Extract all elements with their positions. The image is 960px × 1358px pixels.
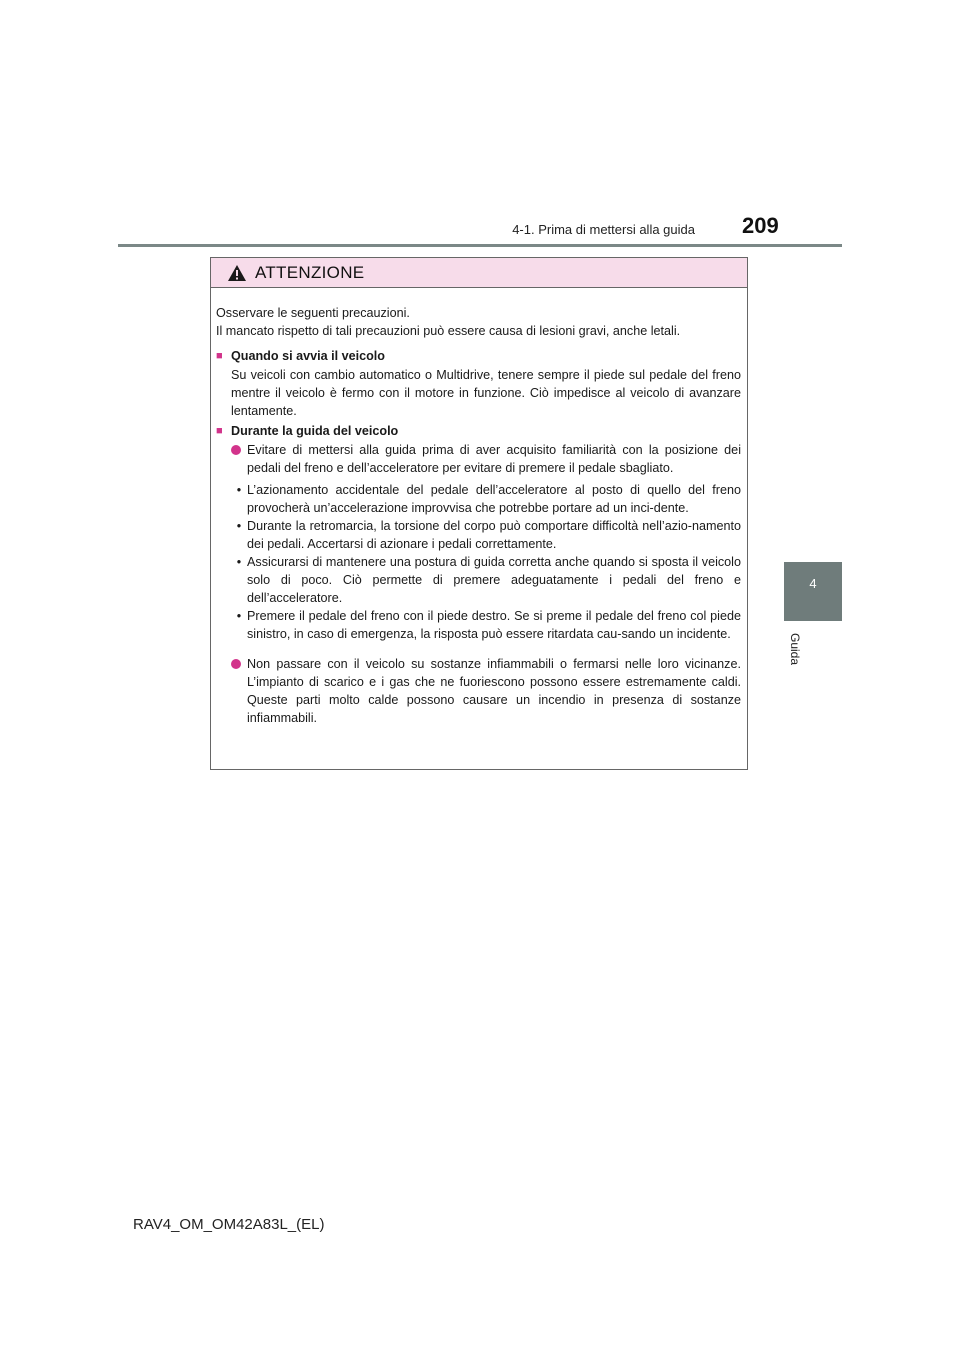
sub-bullet-list: [231, 481, 741, 643]
section-title-text: Durante la guida del veicolo: [231, 424, 399, 438]
section-title-text: Quando si avvia il veicolo: [231, 349, 385, 363]
sub-bullet-text: L’azionamento accidentale del pedale dell’acceleratore al posto di quello del freno provocherà un’accelerazione improvvisa che potrebbe portare ad un inci-dente.: [247, 483, 741, 515]
section-title: [216, 422, 741, 440]
list-item: [216, 441, 741, 649]
intro-line: Osservare le seguenti precauzioni.: [216, 306, 410, 320]
section-text: Su veicoli con cambio automatico o Multidrive, tenere sempre il piede sul pedale del freno mentre il veicolo è fermo con il motore in funzione. Ciò impedisce al veicolo di avanzare lentamente.: [231, 368, 741, 418]
list-item: [216, 655, 741, 727]
section-title: [216, 347, 741, 365]
sub-bullet-text: Durante la retromarcia, la torsione del corpo può comportare difficoltà nell’azio-namento dei pedali. Accertarsi di azionare i pedali correttamente.: [247, 519, 741, 551]
sub-bullet-text: Premere il pedale del freno con il piede destro. Se si preme il pedale del freno col piede sinistro, in caso di emergenza, la risposta può essere ritardata cau-sando un incidente.: [247, 609, 741, 641]
warning-header: [211, 258, 747, 288]
warning-intro: [216, 304, 741, 340]
list-item-content: [247, 655, 741, 727]
intro-line: Il mancato rispetto di tali precauzioni può essere causa di lesioni gravi, anche letali.: [216, 324, 681, 338]
sub-bullet: [231, 553, 741, 607]
list-item-text: Non passare con il veicolo su sostanze infiammabili o fermarsi nelle loro vicinanze. L’impianto di scarico e i gas che ne fuoriescono possono essere estremamente caldi. Queste parti molto calde possono causare un incendio in presenza di sostanze infiammabili.: [247, 657, 741, 725]
chapter-label-text: Guida: [788, 633, 802, 666]
warning-triangle-icon: [227, 264, 247, 282]
header-rule: [118, 244, 842, 247]
bullet-marker: •: [236, 519, 242, 533]
sub-bullet: [231, 607, 741, 643]
list-item-text: Evitare di mettersi alla guida prima di aver acquisito familiarità con la posizione dei pedali del freno e dell’acceleratore per evitare di premere il pedale sbagliato.: [247, 443, 741, 475]
square-marker: ■: [216, 350, 223, 362]
warning-box: [210, 257, 748, 770]
warning-title: ATTENZIONE: [255, 262, 365, 282]
bullet-marker: •: [236, 483, 242, 497]
warning-body: [211, 288, 747, 727]
sub-bullet-text: Assicurarsi di mantenere una postura di guida corretta anche quando si sposta il veicolo solo di poco. Ciò permette di premere adeguatamente i pedali del freno e dell’acceleratore.: [247, 555, 741, 605]
section-driving: [216, 422, 741, 727]
list-item-content: [236, 441, 741, 649]
section-start-vehicle: [216, 347, 741, 420]
chapter-label: [786, 633, 812, 673]
circle-bullet-icon: [231, 659, 241, 669]
page-number: 209: [742, 213, 779, 238]
sub-bullet: [231, 517, 741, 553]
circle-bullet-icon: [231, 445, 241, 455]
bullet-marker: •: [236, 609, 242, 623]
header-section-title: 4-1. Prima di mettersi alla guida: [512, 222, 695, 237]
footer-code: RAV4_OM_OM42A83L_(EL): [133, 1216, 325, 1233]
sub-bullet: [231, 481, 741, 517]
square-marker: ■: [216, 425, 223, 437]
chapter-tab: [784, 562, 842, 621]
chapter-number: 4: [809, 576, 817, 591]
bullet-marker: •: [236, 555, 242, 569]
